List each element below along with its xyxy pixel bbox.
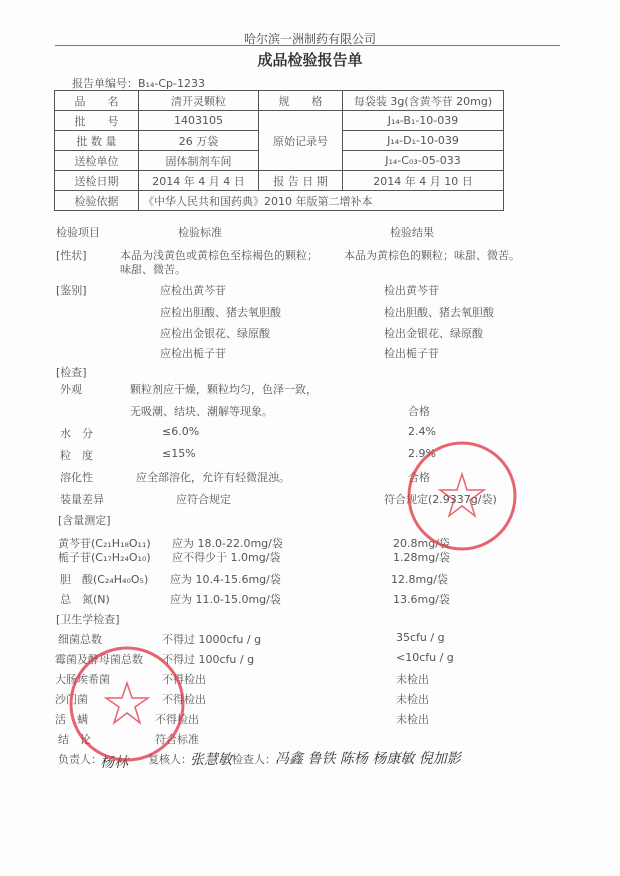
standard: 味甜、微苦。 xyxy=(120,263,186,276)
standard: 应检出黄芩苷 xyxy=(160,284,226,297)
result: 检出黄芩苷 xyxy=(384,284,439,297)
standard: 应符合规定 xyxy=(176,493,231,506)
inspector-signatures: 冯鑫 鲁铁 陈杨 杨康敏 倪加影 xyxy=(275,751,461,767)
result: 未检出 xyxy=(396,673,429,686)
section-label: [检查] xyxy=(56,366,87,379)
item: 黄芩苷(C₂₁H₁₈O₁₁) xyxy=(58,537,151,550)
item: 溶化性 xyxy=(60,471,93,484)
result: 检出胆酸、猪去氧胆酸 xyxy=(384,306,494,319)
standard: 不得过 100cfu / g xyxy=(162,653,255,666)
header-divider xyxy=(55,45,560,46)
result: 2.9% xyxy=(408,447,436,460)
result: 未检出 xyxy=(396,693,429,706)
label: 规 格 xyxy=(259,91,343,111)
result: 检出栀子苷 xyxy=(384,347,439,360)
product-info-table xyxy=(54,90,504,211)
label: 报 告 日 期 xyxy=(259,171,343,191)
section-label: [性状] xyxy=(56,249,87,262)
standard: 不得检出 xyxy=(155,713,199,726)
record-no: J₁₄-B₁-10-039 xyxy=(343,111,504,131)
label: 送检单位 xyxy=(55,151,139,171)
standard: 应不得少于 1.0mg/袋 xyxy=(172,551,281,564)
standard: 不得过 1000cfu / g xyxy=(162,633,262,646)
result: <10cfu / g xyxy=(396,651,454,664)
standard: 不得检出 xyxy=(162,673,206,686)
section-label: [鉴别] xyxy=(56,284,87,297)
label: 检验依据 xyxy=(55,191,139,211)
result: 合格 xyxy=(408,405,430,418)
item: 总 氮(N) xyxy=(60,593,110,606)
standard: 应为 10.4-15.6mg/袋 xyxy=(170,573,281,586)
result: 12.8mg/袋 xyxy=(391,573,448,586)
record-no: J₁₄-C₀₃-05-033 xyxy=(343,151,504,171)
item: 霉菌及酵母菌总数 xyxy=(55,653,143,666)
standard: 应全部溶化，允许有轻微混浊。 xyxy=(136,471,290,484)
header-result: 检验结果 xyxy=(390,226,434,239)
standard: 应为 11.0-15.0mg/袋 xyxy=(170,593,281,606)
standard: 无吸潮、结块、潮解等现象。 xyxy=(130,405,273,418)
product-name: 清开灵颗粒 xyxy=(139,91,259,111)
reviewer-label: 复核人： xyxy=(148,753,192,766)
quality-stamp-left xyxy=(68,645,186,763)
reviewer-signature: 张慧敏 xyxy=(190,752,232,768)
responsible-signature: 杨林 xyxy=(100,755,128,771)
result: 35cfu / g xyxy=(396,631,445,644)
batch-qty: 26 万袋 xyxy=(139,131,259,151)
conclusion-value: 符合标准 xyxy=(155,733,199,746)
standard: 应检出胆酸、猪去氧胆酸 xyxy=(160,306,281,319)
report-title: 成品检验报告单 xyxy=(257,51,363,69)
responsible-label: 负责人： xyxy=(58,753,102,766)
item: 栀子苷(C₁₇H₂₄O₁₀) xyxy=(58,551,151,564)
header-item: 检验项目 xyxy=(56,226,100,239)
header-standard: 检验标准 xyxy=(178,226,222,239)
result: 2.4% xyxy=(408,425,436,438)
result: 1.28mg/袋 xyxy=(393,551,450,564)
item: 水 分 xyxy=(60,427,93,440)
report-date: 2014 年 4 月 10 日 xyxy=(343,171,504,191)
submit-date: 2014 年 4 月 4 日 xyxy=(139,171,259,191)
standard: 本品为浅黄色或黄棕色至棕褐色的颗粒； xyxy=(120,249,318,262)
spec: 每袋装 3g(含黄芩苷 20mg) xyxy=(343,91,504,111)
label: 批 号 xyxy=(55,111,139,131)
item: 沙门菌 xyxy=(55,693,88,706)
batch-no: 1403105 xyxy=(139,111,259,131)
item: 胆 酸(C₂₄H₄₀O₅) xyxy=(60,573,149,586)
standard: 应为 18.0-22.0mg/袋 xyxy=(172,537,283,550)
item: 活 螨 xyxy=(55,713,88,726)
item: 外观 xyxy=(60,383,82,396)
result: 未检出 xyxy=(396,713,429,726)
conclusion-label: 结 论 xyxy=(58,733,91,746)
report-number: 报告单编号：B₁₄-Cp-1233 xyxy=(72,77,205,90)
standard: 应检出金银花、绿原酸 xyxy=(160,327,270,340)
result: 13.6mg/袋 xyxy=(393,593,450,606)
submit-unit: 固体制剂车间 xyxy=(139,151,259,171)
item: 装量差异 xyxy=(60,493,104,506)
standard: 不得检出 xyxy=(162,693,206,706)
quality-stamp-right xyxy=(406,440,518,552)
company-name: 哈尔滨一洲制药有限公司 xyxy=(243,32,376,46)
section-label: [卫生学检查] xyxy=(56,613,120,626)
result: 检出金银花、绿原酸 xyxy=(384,327,483,340)
basis: 《中华人民共和国药典》2010 年版第二增补本 xyxy=(139,191,504,211)
label: 品 名 xyxy=(55,91,139,111)
record-no: J₁₄-D₁-10-039 xyxy=(343,131,504,151)
standard: ≤15% xyxy=(162,447,196,460)
result: 符合规定(2.9337g/袋) xyxy=(384,493,497,506)
result: 本品为黄棕色的颗粒；味甜、微苦。 xyxy=(344,249,520,262)
item: 细菌总数 xyxy=(58,633,102,646)
item: 粒 度 xyxy=(60,449,93,462)
standard: ≤6.0% xyxy=(162,425,200,438)
standard: 颗粒剂应干燥，颗粒均匀，色泽一致， xyxy=(130,383,317,396)
result: 20.8mg/袋 xyxy=(393,537,450,550)
standard: 应检出栀子苷 xyxy=(160,347,226,360)
label: 批 数 量 xyxy=(55,131,139,151)
section-label: [含量测定] xyxy=(58,514,111,527)
result: 合格 xyxy=(408,471,430,484)
label: 原始记录号 xyxy=(259,111,343,171)
label: 送检日期 xyxy=(55,171,139,191)
inspector-label: 检查人： xyxy=(232,753,276,766)
item: 大肠埃希菌 xyxy=(55,673,110,686)
